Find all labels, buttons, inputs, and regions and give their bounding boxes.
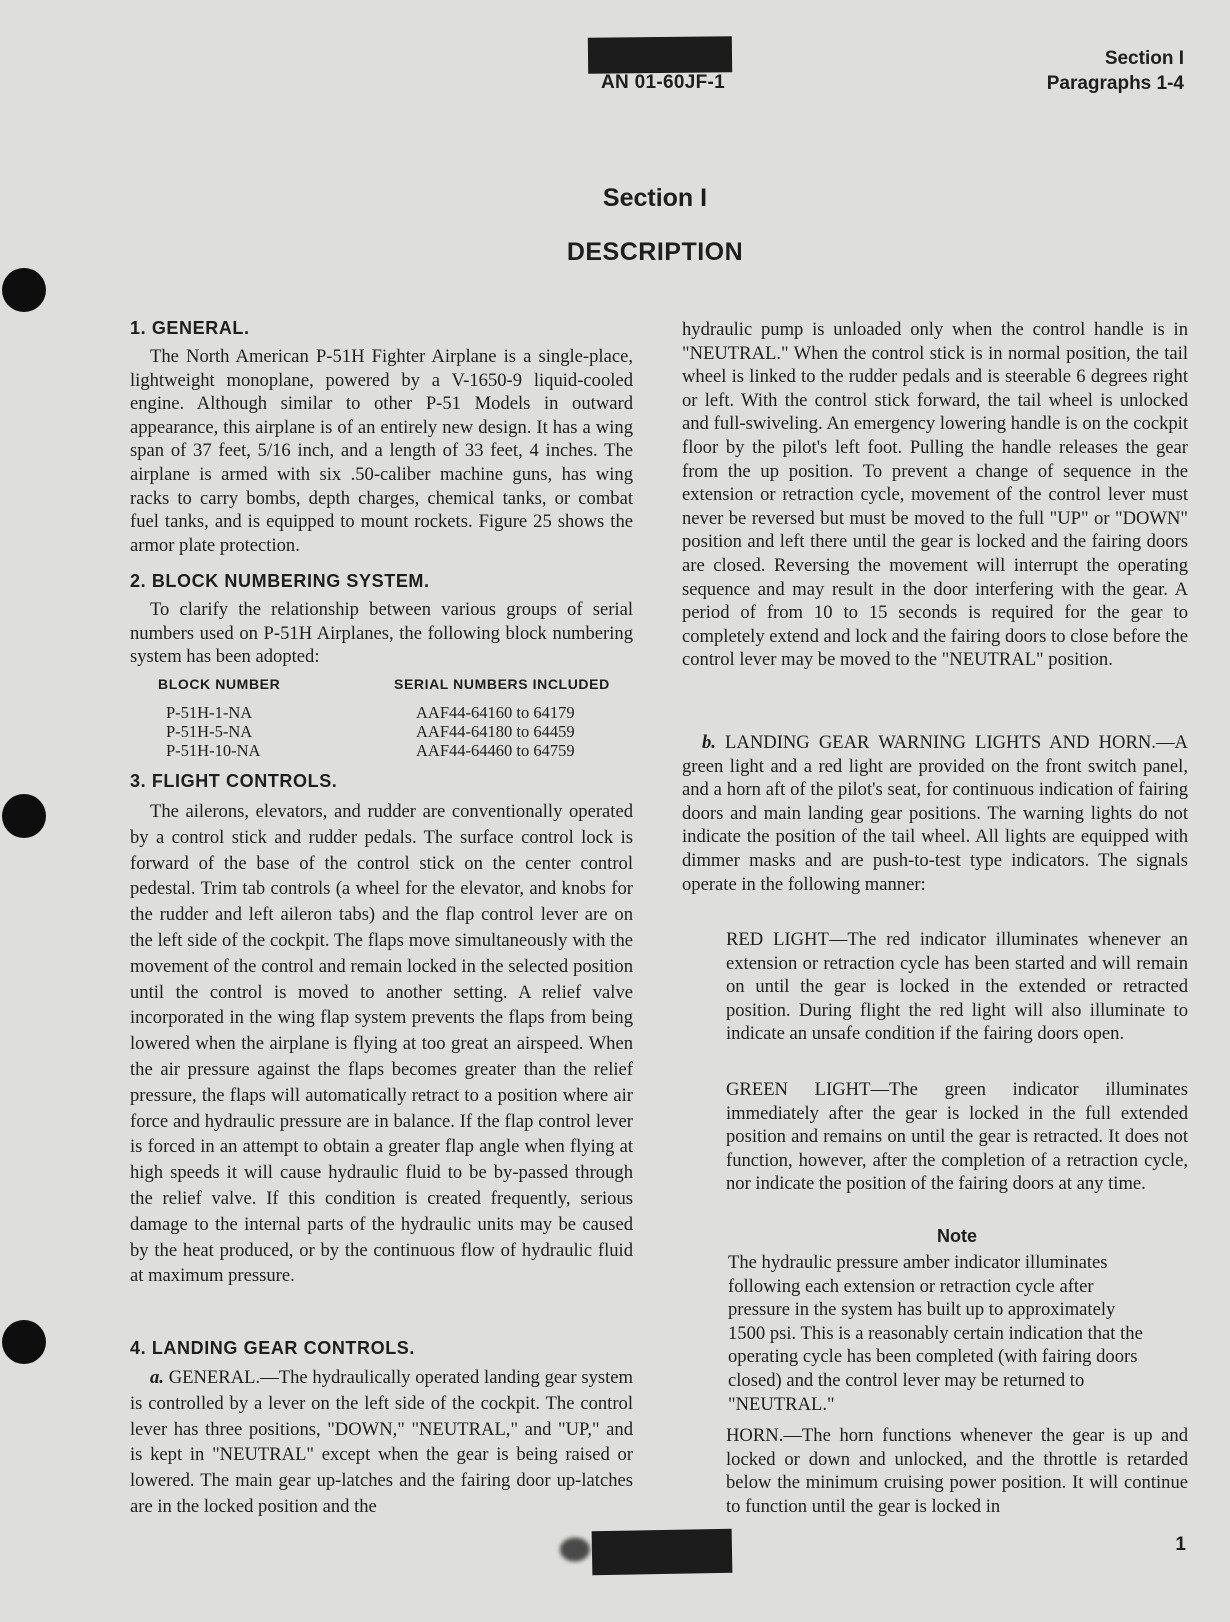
paragraph-red-light <box>726 928 1188 1046</box>
table-cell-serials: AAF44-64180 to 64459 <box>416 722 575 741</box>
paragraph-green-light <box>726 1078 1188 1196</box>
document-number: AN 01-60JF-1 <box>601 72 725 93</box>
header-paragraphs-label: Paragraphs 1-4 <box>1046 73 1184 94</box>
punch-hole-icon <box>2 268 46 312</box>
paragraph-warning-lights <box>682 731 1188 896</box>
table-row <box>158 741 648 760</box>
header-section-label: Section I <box>1104 48 1184 69</box>
page-number: 1 <box>1175 1534 1186 1555</box>
paragraph-landing-gear-general <box>130 1365 633 1520</box>
green-light-text: —The green indicator illuminates immediately after the gear is locked in the full extended position and remains on until the gear is retracted. It does not function, however, after the completion of a retraction cycle, nor indicate the position of the fairing doors at any time. <box>726 1079 1189 1195</box>
header-section-info <box>1047 46 1184 96</box>
subpara-letter-a: a. <box>150 1367 164 1388</box>
note-body: The hydraulic pressure amber indicator illuminates following each extension or retraction cycle after pressure in the system has built up to approximately 1500 psi. This is a reasonably certain indication that the operating cycle has been completed (with fairing doors closed) and the control lever may be returned to "NEUTRAL." <box>728 1252 1143 1415</box>
table-row <box>158 722 648 741</box>
section-title: Section I <box>602 184 708 212</box>
table-cell-block: P-51H-1-NA <box>166 703 253 722</box>
horn-text: .—The horn functions whenever the gear is up and locked or down and unlocked, and the throttle is retarded below the minimum cruising power position. It will continue to function until the gear is locked in <box>726 1425 1188 1517</box>
table-header-serials: SERIAL NUMBERS INCLUDED <box>394 676 610 692</box>
heading-block-numbering: 2. BLOCK NUMBERING SYSTEM. <box>130 571 430 591</box>
table-cell-serials: AAF44-64160 to 64179 <box>416 703 575 722</box>
note-title: Note <box>937 1226 977 1246</box>
punch-hole-icon <box>2 1320 46 1364</box>
table-cell-block: P-51H-10-NA <box>166 741 261 760</box>
red-light-text: —The red indicator illuminates whenever an extension or retraction cycle has been started and will remain on until the gear is locked in the extended or retracted position. During flight the red light will also illuminate to indicate an unsafe condition if the fairing doors open. <box>726 929 1188 1045</box>
table-cell-block: P-51H-5-NA <box>166 722 253 741</box>
heading-flight-controls: 3. FLIGHT CONTROLS. <box>130 771 338 791</box>
green-light-label: GREEN LIGHT <box>726 1079 871 1100</box>
redaction-mark-top <box>588 36 732 74</box>
paragraph-flight-controls: The ailerons, elevators, and rudder are conventionally operated by a control stick and rudder pedals. The surface control lock is forward of the base of the control stick on the center control pedestal. Trim tab controls (a wheel for the elevator, and knobs for the rudder and left aileron tabs) and the flap control lever are on the left side of the cockpit. The flaps move simultaneously with the movement of the control and remain locked in the selected position until the control is moved to another setting. A relief valve incorporated in the wing flap system prevents the flaps from being lowered when the airplane is flying at too great an airspeed. When the air pressure against the flaps becomes greater than the relief pressure, the flaps will automatically retract to a position where air force and hydraulic pressure are in balance. If the flap control lever is forced in an attempt to obtain a greater flap angle when flying at high speeds it will cause hydraulic fluid to be by-passed through the relief valve. If this condition is created frequently, serious damage to the internal parts of the hydraulic units may be caused by the heat produced, or by the continuous flow of hydraulic fluid at maximum pressure. <box>130 801 633 1287</box>
table-header-block: BLOCK NUMBER <box>158 676 281 692</box>
subpara-letter-b: b. <box>702 732 716 753</box>
redaction-mark-bottom <box>592 1529 733 1575</box>
landing-general-text: GENERAL.—The hydraulically operated landing gear system is controlled by a lever on the left side of the cockpit. The control lever has three positions, "DOWN," "NEUTRAL," and "UP," and is kept in "NEUTRAL" except when the gear is being raised or lowered. The main gear up-latches and the fairing door up-latches are in the locked position and the <box>130 1367 633 1517</box>
punch-hole-icon <box>2 794 46 838</box>
red-light-label: RED LIGHT <box>726 929 829 950</box>
section-subtitle: DESCRIPTION <box>566 238 744 266</box>
warning-lights-text: LANDING GEAR WARNING LIGHTS AND HORN.—A green light and a red light are provided on the front switch panel, and a horn aft of the pilot's seat, for continuous indication of fairing doors and main landing gear positions. The warning lights do not indicate the position of the tail wheel. All lights are equipped with dimmer masks and are push-to-test type indicators. The signals operate in the following manner: <box>682 732 1188 895</box>
heading-landing-gear: 4. LANDING GEAR CONTROLS. <box>130 1338 416 1358</box>
heading-general: 1. GENERAL. <box>130 318 250 338</box>
paragraph-landing-gear-continued: hydraulic pump is unloaded only when the control handle is in "NEUTRAL." When the control stick is in normal position, the tail wheel is linked to the rudder pedals and is steerable 6 degrees right or left. With the control stick forward, the tail wheel is unlocked and full-swiveling. An emergency lowering handle is on the cockpit floor by the pilot's left foot. Pulling the handle releases the gear from the up position. To prevent a change of sequence in the extension or retraction cycle, movement of the control lever must never be reversed but must be moved to the full "UP" or "DOWN" position and left there until the gear is locked and the fairing doors are closed. Reversing the movement will interrupt the operating sequence and may result in the door interfering with the gear. A period of from 10 to 15 seconds is required for the gear to completely extend and lock and the fairing doors to close before the control lever may be moved to the "NEUTRAL" position. <box>682 319 1188 671</box>
paragraph-horn <box>726 1424 1188 1518</box>
table-row <box>158 703 648 722</box>
table-cell-serials: AAF44-64460 to 64759 <box>416 741 575 760</box>
paragraph-block-numbering: To clarify the relationship between various groups of serial numbers used on P-51H Airplanes, the following block numbering system has been adopted: <box>130 599 633 668</box>
horn-label: HORN <box>726 1425 779 1446</box>
paragraph-general: The North American P-51H Fighter Airplane is a single-place, lightweight monoplane, powered by a V-1650-9 liquid-cooled engine. Although similar to other P-51 Models in outward appearance, this airplane is of an entirely new design. It has a wing span of 37 feet, 5/16 inch, and a length of 33 feet, 4 inches. The airplane is armed with six .50-caliber machine guns, has wing racks to carry bombs, depth charges, chemical tanks, or combat fuel tanks, and is equipped to mount rockets. Figure 25 shows the armor plate protection. <box>130 346 633 556</box>
